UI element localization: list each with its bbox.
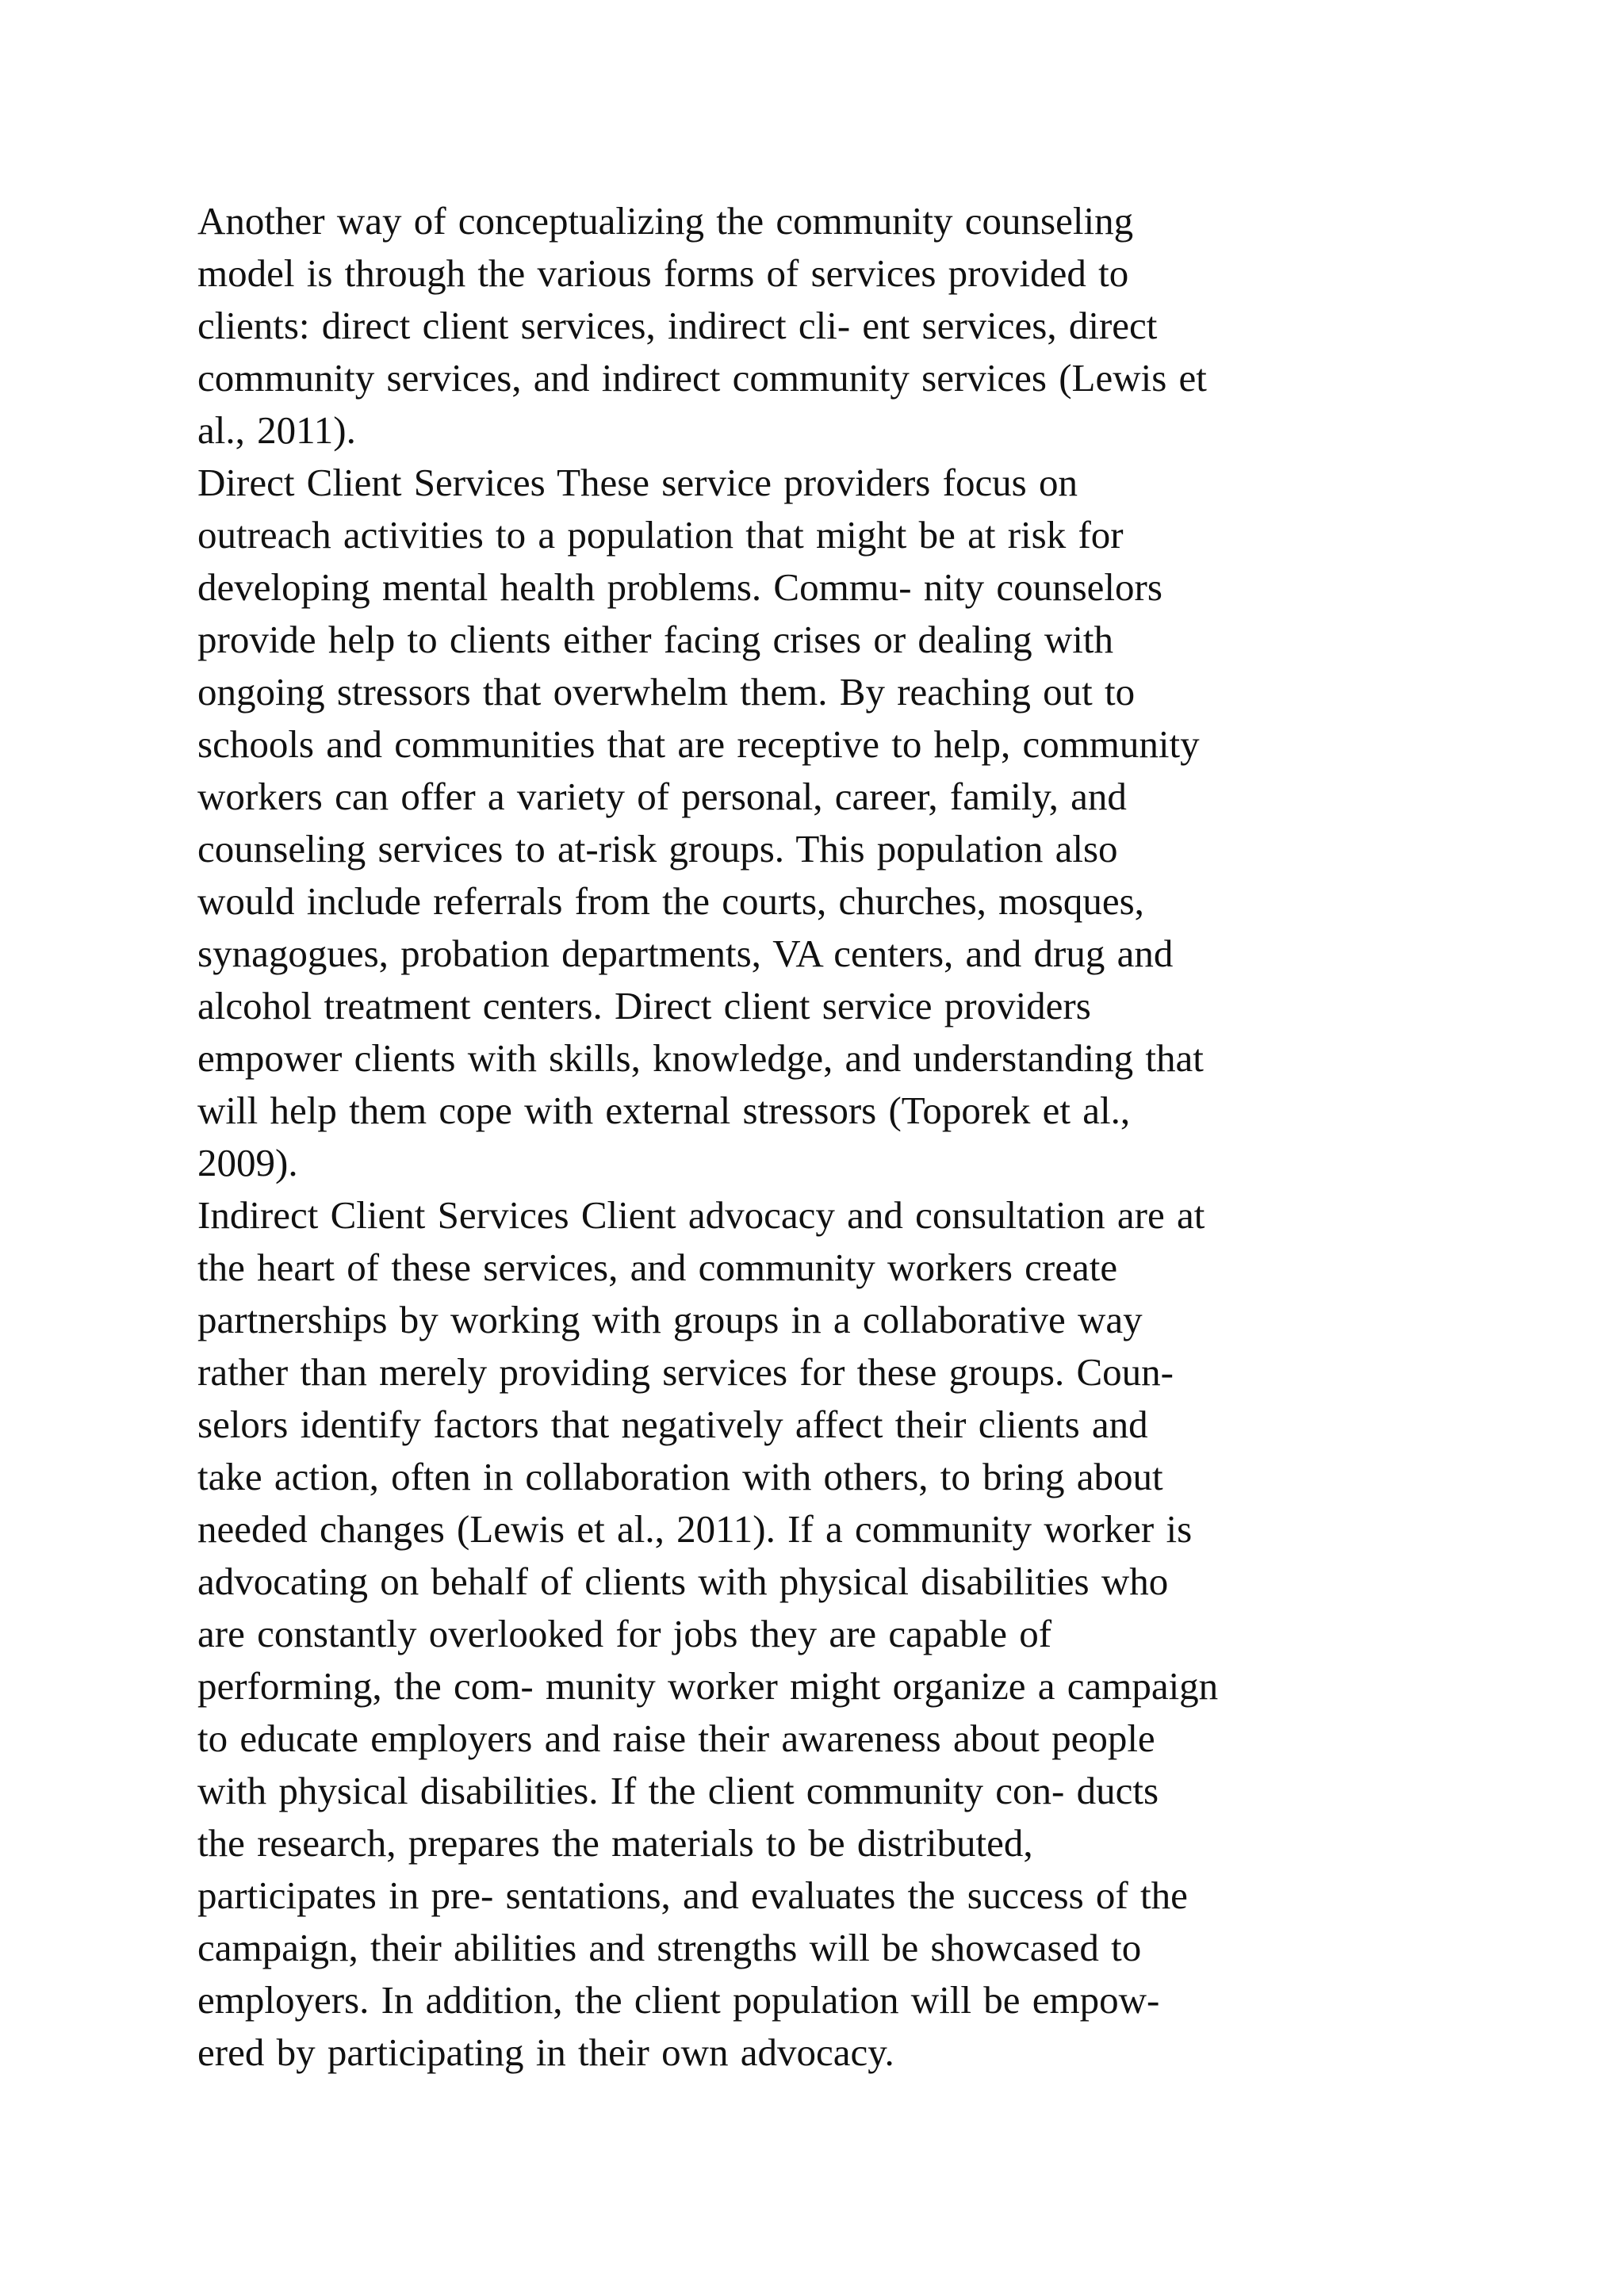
text-line: model is through the various forms of services provided to xyxy=(197,251,1129,295)
text-line: empower clients with skills, knowledge, and understanding that xyxy=(197,1036,1204,1080)
text-line: al., 2011). xyxy=(197,408,356,452)
text-line: campaign, their abilities and strengths will be showcased to xyxy=(197,1926,1142,1969)
text-line: developing mental health problems. Commu- nity counselors xyxy=(197,565,1162,609)
text-line: the heart of these services, and community workers create xyxy=(197,1246,1118,1289)
text-line: the research, prepares the materials to be distributed, xyxy=(197,1821,1033,1865)
text-line: Another way of conceptualizing the community counseling xyxy=(197,199,1134,243)
text-line: counseling services to at-risk groups. This population also xyxy=(197,827,1118,871)
text-line: to educate employers and raise their awareness about people xyxy=(197,1716,1155,1760)
text-line: participates in pre- sentations, and evaluates the success of the xyxy=(197,1873,1188,1917)
text-line: ered by participating in their own advocacy. xyxy=(197,2030,894,2074)
text-line: take action, often in collaboration with others, to bring about xyxy=(197,1455,1163,1498)
text-line: Indirect Client Services Client advocacy and consultation are at xyxy=(197,1193,1205,1237)
text-line: are constantly overlooked for jobs they are capable of xyxy=(197,1612,1052,1655)
text-line: outreach activities to a population that might be at risk for xyxy=(197,513,1124,557)
text-line: clients: direct client services, indirect cli- ent services, direct xyxy=(197,304,1158,347)
text-line: synagogues, probation departments, VA centers, and drug and xyxy=(197,932,1174,975)
text-line: advocating on behalf of clients with physical disabilities who xyxy=(197,1559,1169,1603)
body-text xyxy=(197,195,1434,2079)
text-line: workers can offer a variety of personal, career, family, and xyxy=(197,775,1127,818)
text-line: rather than merely providing services for these groups. Coun- xyxy=(197,1350,1174,1394)
text-line: schools and communities that are receptive to help, community xyxy=(197,722,1200,766)
text-line: selors identify factors that negatively affect their clients and xyxy=(197,1402,1148,1446)
text-line: would include referrals from the courts, churches, mosques, xyxy=(197,879,1144,923)
text-line: alcohol treatment centers. Direct client service providers xyxy=(197,984,1091,1027)
text-line: will help them cope with external stressors (Toporek et al., xyxy=(197,1089,1131,1132)
text-line: community services, and indirect community services (Lewis et xyxy=(197,356,1207,400)
text-line: 2009). xyxy=(197,1141,298,1184)
text-line: with physical disabilities. If the client community con- ducts xyxy=(197,1769,1159,1812)
text-line: performing, the com- munity worker might organize a campaign xyxy=(197,1664,1219,1708)
text-line: needed changes (Lewis et al., 2011). If a community worker is xyxy=(197,1507,1193,1551)
text-line: ongoing stressors that overwhelm them. By reaching out to xyxy=(197,670,1136,714)
text-line: employers. In addition, the client population will be empow- xyxy=(197,1978,1160,2022)
text-line: provide help to clients either facing crises or dealing with xyxy=(197,618,1114,661)
text-line: Direct Client Services These service providers focus on xyxy=(197,461,1078,504)
text-line: partnerships by working with groups in a collaborative way xyxy=(197,1298,1143,1341)
